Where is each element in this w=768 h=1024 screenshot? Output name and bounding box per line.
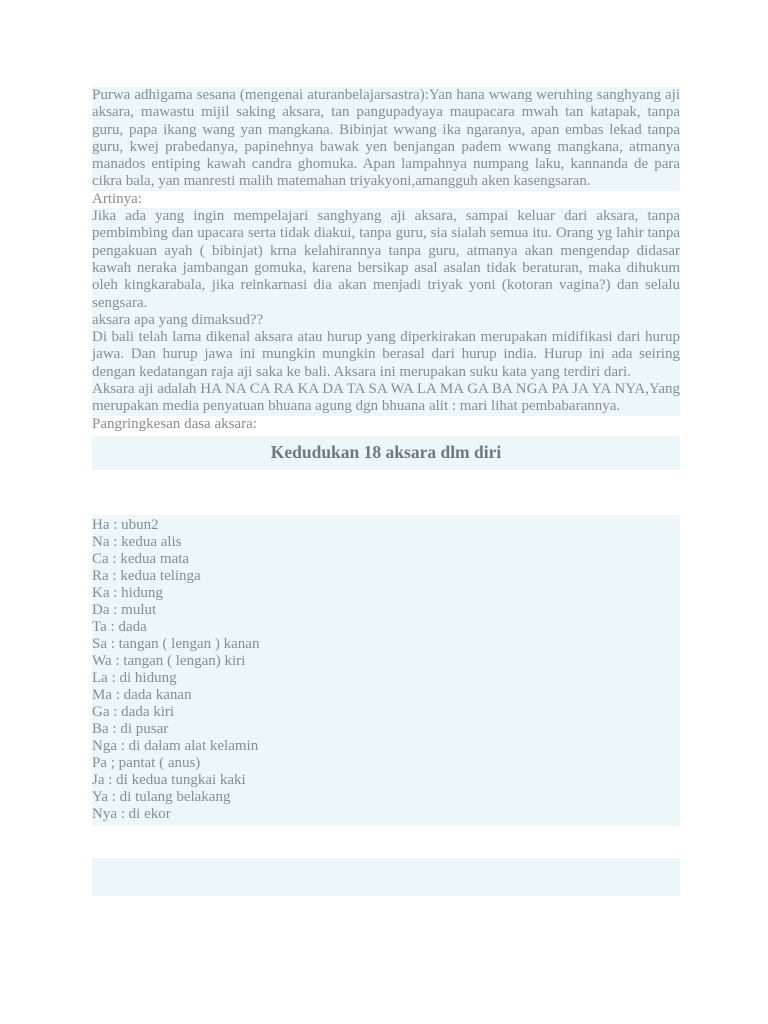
document-content: [92, 87, 680, 896]
list-item: Ca : kedua mata: [92, 550, 190, 567]
artinya-label: Artinya:: [92, 190, 142, 207]
paragraph-aksara-aji: Aksara aji adalah HA NA CA RA KA DA TA SA WA LA MA GA BA NGA PA JA YA NYA,Yang merupakan media penyatuan bhuana agung dgn bhuana alit : mari lihat pembabarannya.: [92, 381, 680, 415]
list-item: Ra : kedua telinga: [92, 567, 201, 584]
pangringkesan-label: Pangringkesan dasa aksara:: [92, 415, 257, 432]
list-item: Wa : tangan ( lengan) kiri: [92, 652, 246, 669]
list-item: Ka : hidung: [92, 584, 163, 601]
highlight-spacer-bar: [92, 858, 680, 896]
list-item: La : di hidung: [92, 669, 177, 686]
list-item: Ya : di tulang belakang: [92, 788, 231, 805]
list-item: Ga : dada kiri: [92, 703, 175, 720]
list-item: Ba : di pusar: [92, 720, 169, 737]
question-line: aksara apa yang dimaksud??: [92, 312, 680, 329]
aksara-position-list: [92, 515, 680, 826]
list-item: Nga : di dalam alat kelamin: [92, 737, 259, 754]
section-heading-kedudukan: Kedudukan 18 aksara dlm diri: [92, 436, 680, 470]
list-item: Na : kedua alis: [92, 533, 182, 550]
list-item: Da : mulut: [92, 601, 157, 618]
list-item: Nya : di ekor: [92, 805, 171, 822]
paragraph-translation-jika: Jika ada yang ingin mempelajari sanghyang aji aksara, sampai keluar dari aksara, tanpa pembimbing dan upacara serta tidak diakui, tanpa guru, sia sialah semua itu. Orang yg lahir tanpa pengakuan ayah ( bibinjat) krna kelahirannya tanpa guru, atmanya akan mengendap didasar kawah neraka jambangan gomuka, karena bersikap asal asalan tidak beraturan, maka dihukum oleh kingkarabala, jika reinkarnasi dia akan menjadi triyak yoni (kotoran vagina?) dan selalu sengsara.: [92, 208, 680, 311]
list-item: Ta : dada: [92, 618, 147, 635]
list-item: Ha : ubun2: [92, 516, 159, 533]
list-item: Sa : tangan ( lengan ) kanan: [92, 635, 260, 652]
paragraph-purwa-adhigama: Purwa adhigama sesana (mengenai aturanbelajarsastra):Yan hana wwang weruhing sanghyang aji aksara, mawastu mijil saking aksara, tan pangupadyaya maupacara mwah tan katapak, tanpa guru, papa ikang wang yan mangkana. Bibinjat wwang ika ngaranya, apan embas lekad tanpa guru, kwej prabedanya, papinehnya bawak yen benjangan padem wwang mangkana, atmanya manados entiping kawah candra ghomuka. Apan lampahnya numpang laku, kannanda de para cikra bala, yan manresti malih matemahan triyakyoni,amangguh aken kasengsaran.: [92, 87, 680, 190]
list-item: Ja : di kedua tungkai kaki: [92, 771, 246, 788]
list-item: Pa ; pantat ( anus): [92, 754, 201, 771]
list-item: Ma : dada kanan: [92, 686, 192, 703]
paragraph-di-bali: Di bali telah lama dikenal aksara atau hurup yang diperkirakan merupakan midifikasi dari hurup jawa. Dan hurup jawa ini mungkin mungkin berasal dari hurup india. Hurup ini ada seiring dengan kedatangan raja aji saka ke bali. Aksara ini merupakan suku kata yang terdiri dari.: [92, 329, 680, 380]
